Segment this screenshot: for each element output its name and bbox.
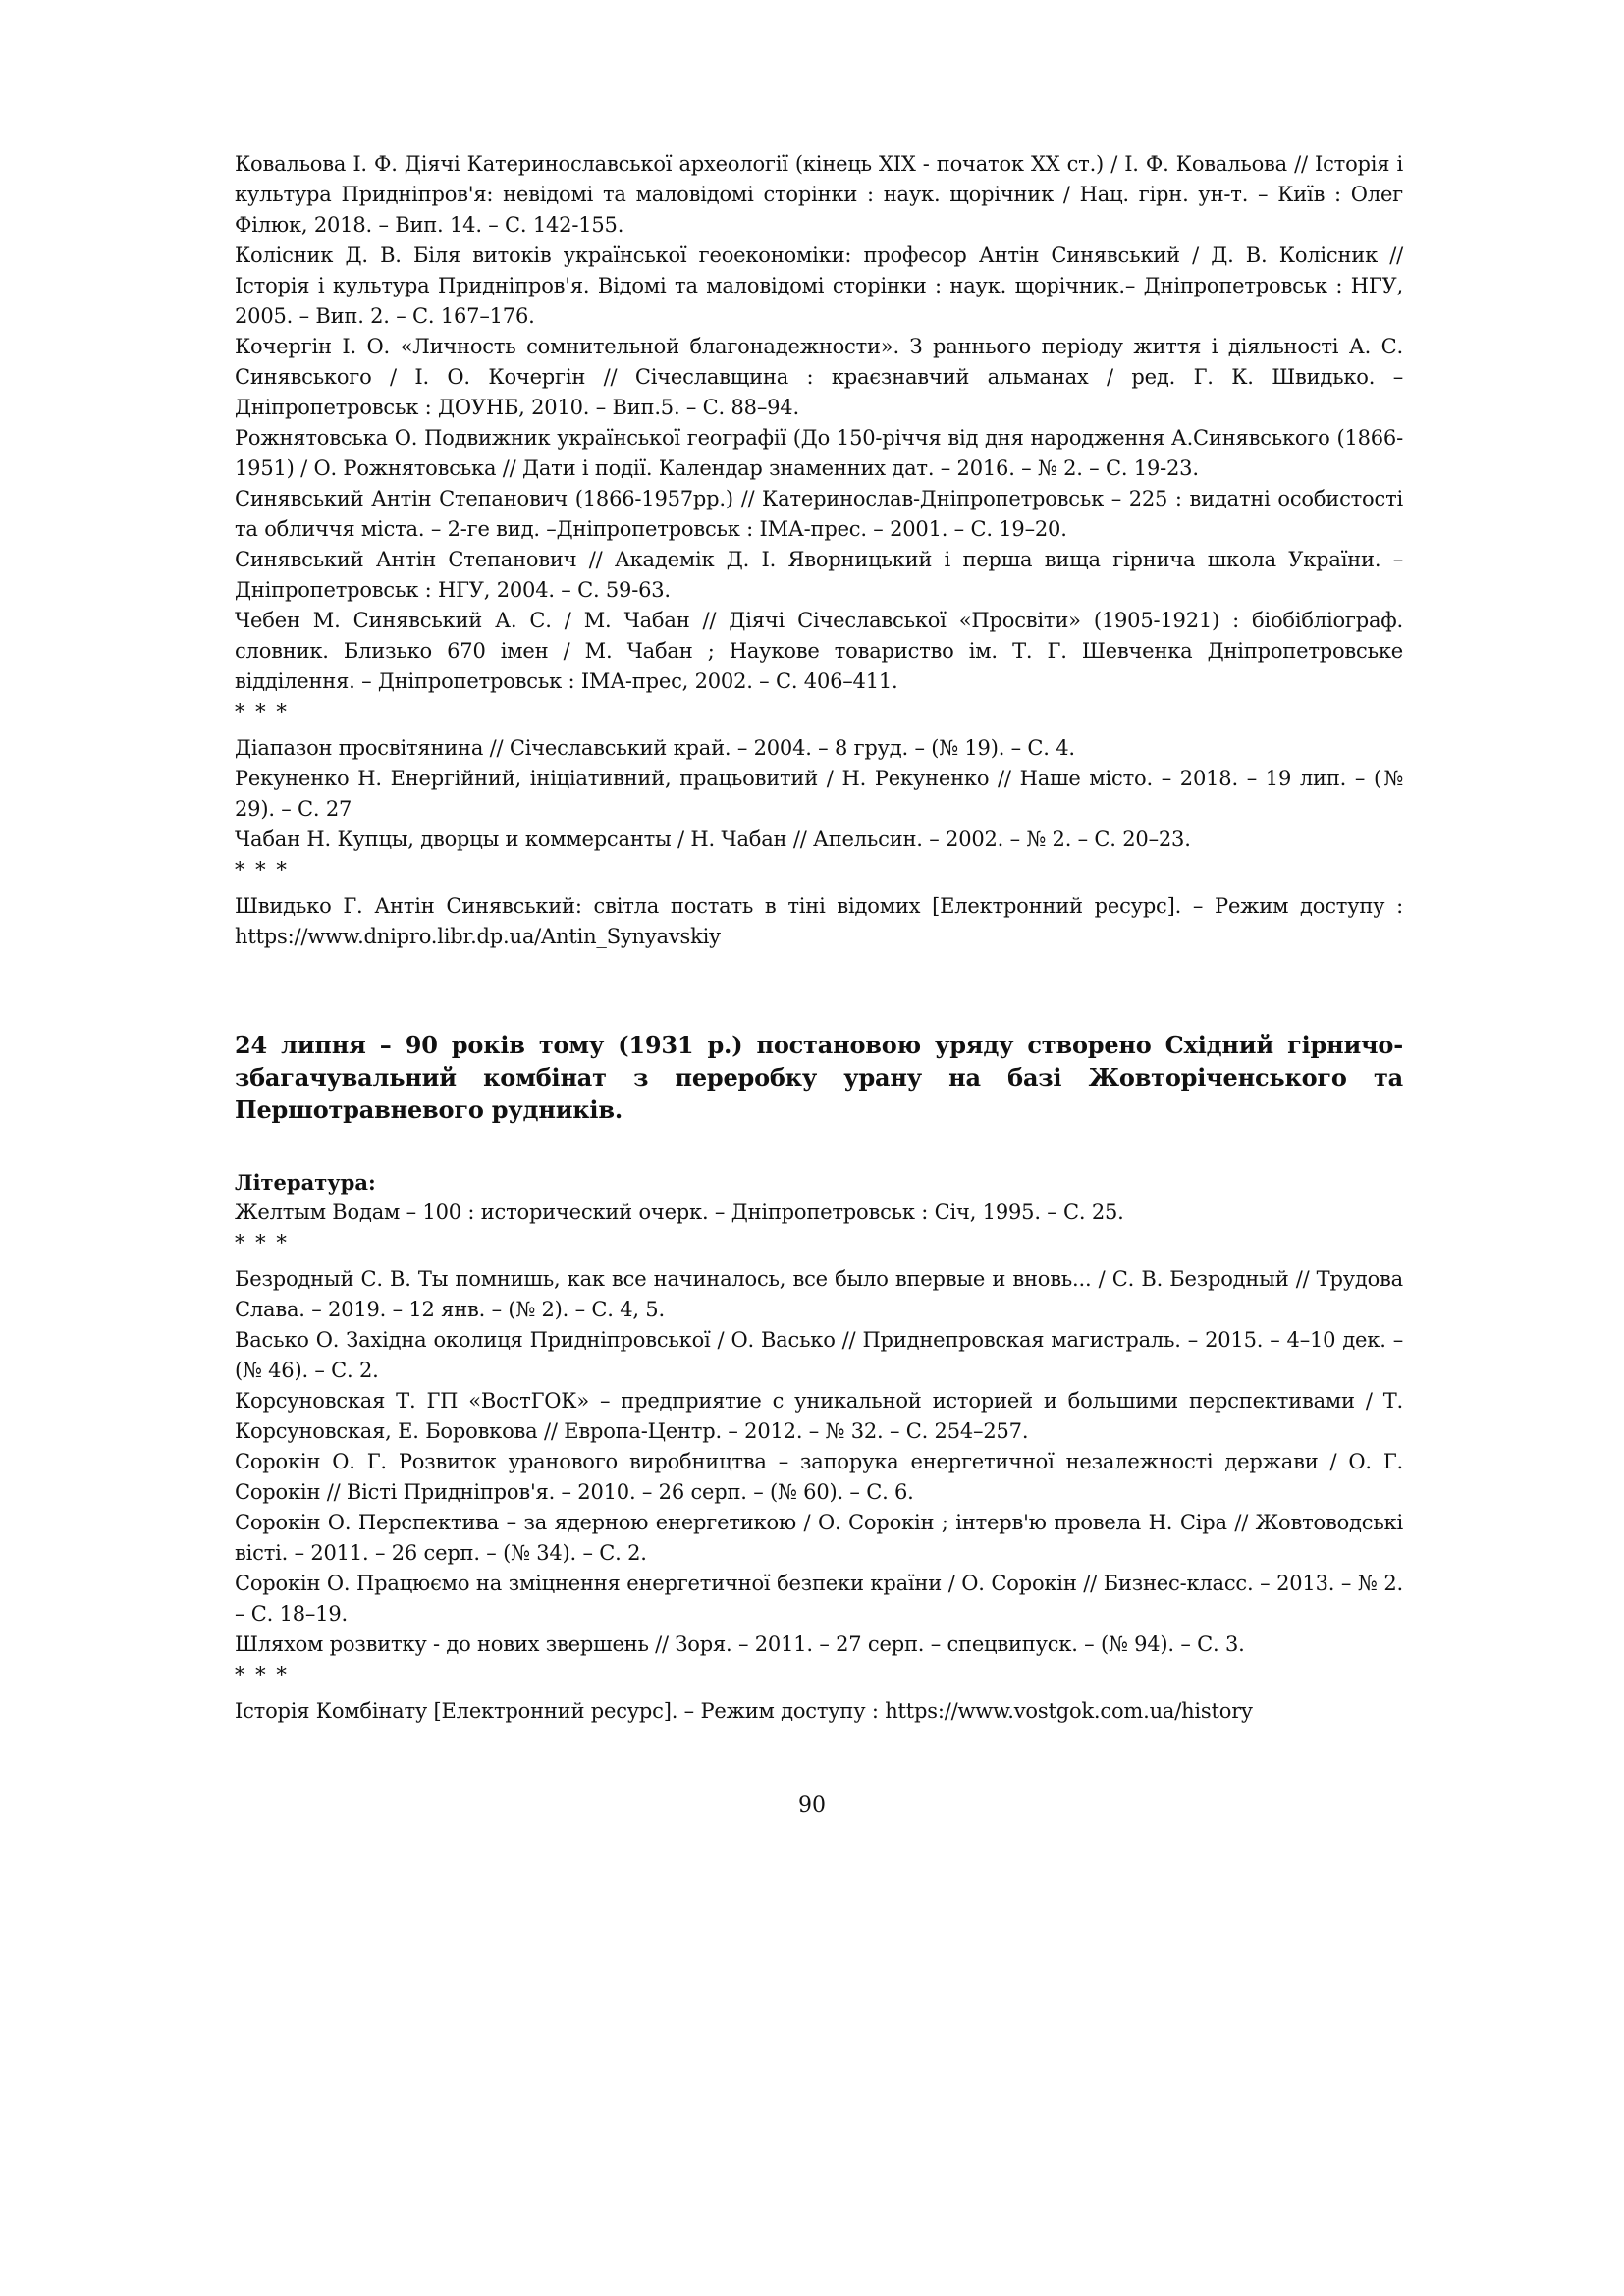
bibliography-group (235, 1198, 1403, 1228)
bibliography-group (235, 149, 1403, 697)
bibliography-entry: Рожнятовська О. Подвижник української географії (До 150-річчя від дня народження А.Синявського (1866-1951) / О. Рожнятовська // Дати і події. Календар знаменних дат. – 2016. – № 2. – С. 19-23. (235, 426, 1403, 480)
bibliography-entry: Безродный С. В. Ты помнишь, как все начиналось, все было впервые и вновь... / С. В. Безродный // Трудова Слава. – 2019. – 12 янв. – (№ 2). – С. 4, 5. (235, 1267, 1403, 1321)
bibliography-entry: Сорокін О. Г. Розвиток уранового виробництва – запорука енергетичної незалежності держави / О. Г. Сорокін // Вісті Придніпров'я. – 2010. – 26 серп. – (№ 60). – С. 6. (235, 1450, 1403, 1504)
bibliography-entry: Рекуненко Н. Енергійний, ініціативний, працьовитий / Н. Рекуненко // Наше місто. – 2018. – 19 лип. – (№ 29). – С. 27 (235, 767, 1403, 821)
event-heading: 24 липня – 90 років тому (1931 р.) постановою уряду створено Східний гірничо-збагачувальний комбінат з переробку урану на базі Жовторіченського та Першотравневого рудників. (235, 1031, 1403, 1124)
bibliography-group (235, 733, 1403, 855)
bibliography-entry: Синявський Антін Степанович // Академік Д. І. Яворницький і перша вища гірнича школа України. – Дніпропетровськ : НГУ, 2004. – С. 59-63. (235, 548, 1403, 602)
literature-label: Література: (235, 1170, 376, 1195)
document-page (235, 149, 1403, 1727)
bibliography-entry: Чабан Н. Купцы, дворцы и коммерсанты / Н. Чабан // Апельсин. – 2002. – № 2. – С. 20–23. (235, 828, 1191, 851)
page-number: 90 (798, 1793, 826, 1818)
bibliography-section-2 (235, 1029, 1403, 1727)
bibliography-section-1 (235, 149, 1403, 952)
bibliography-entry: Сорокін О. Перспектива – за ядерною енергетикою / О. Сорокін ; інтерв'ю провела Н. Сіра // Жовтоводські вісті. – 2011. – 26 серп. – (№ 34). – С. 2. (235, 1511, 1403, 1565)
bibliography-entry: Корсуновская Т. ГП «ВостГОК» – предприятие с уникальной историей и большими перспективами / Т. Корсуновская, Е. Боровкова // Европа-Центр. – 2012. – № 32. – С. 254–257. (235, 1389, 1403, 1443)
bibliography-entry: Сорокін О. Працюємо на зміцнення енергетичної безпеки країни / О. Сорокін // Бизнес-класс. – 2013. – № 2. – С. 18–19. (235, 1572, 1403, 1626)
bibliography-entry: Діапазон просвітянина // Січеславський край. – 2004. – 8 груд. – (№ 19). – С. 4. (235, 736, 1075, 760)
bibliography-entry: Історія Комбінату [Електронний ресурс]. – Режим доступу : https://www.vostgok.com.ua/history (235, 1699, 1253, 1723)
bibliography-entry: Шляхом розвитку - до нових звершень // Зоря. – 2011. – 27 серп. – спецвипуск. – (№ 94). – С. 3. (235, 1632, 1245, 1656)
bibliography-entry: Синявський Антін Степанович (1866-1957рр.) // Катеринослав-Дніпропетровськ – 225 : видатні особистості та обличчя міста. – 2-ге вид. –Дніпропетровськ : ІМА-прес. – 2001. – С. 19–20. (235, 487, 1403, 541)
bibliography-entry: Швидько Г. Антін Синявський: світла постать в тіні відомих [Електронний ресурс]. – Режим доступу : https://www.dnipro.libr.dp.ua/Antin_Synyavskiy (235, 894, 1403, 948)
bibliography-entry: Ковальова І. Ф. Діячі Катеринославської археології (кінець ХІХ - початок ХХ ст.) / І. Ф. Ковальова // Історія і культура Придніпров'я: невідомі та маловідомі сторінки : наук. щорічник / Нац. гірн. ун-т. – Київ : Олег Філюк, 2018. – Вип. 14. – С. 142-155. (235, 152, 1403, 237)
section-separator: * * * (235, 1663, 289, 1686)
bibliography-group (235, 1696, 1403, 1727)
section-separator: * * * (235, 1231, 289, 1255)
bibliography-entry: Васько О. Західна околиця Придніпровської / О. Васько // Приднепровская магистраль. – 2015. – 4–10 дек. – (№ 46). – С. 2. (235, 1328, 1403, 1382)
section-separator: * * * (235, 858, 289, 881)
bibliography-group (235, 1264, 1403, 1660)
bibliography-entry: Желтым Водам – 100 : исторический очерк. – Дніпропетровськ : Січ, 1995. – С. 25. (235, 1201, 1124, 1224)
bibliography-entry: Чебен М. Синявський А. С. / М. Чабан // Діячі Січеславської «Просвіти» (1905-1921) : біобібліограф. словник. Близько 670 імен / М. Чабан ; Наукове товариство ім. Т. Г. Шевченка Дніпропетровське відділення. – Дніпропетровськ : ІМА-прес, 2002. – С. 406–411. (235, 609, 1403, 693)
bibliography-entry: Кочергін І. О. «Личность сомнительной благонадежности». З раннього періоду життя і діяльності А. С. Синявського / І. О. Кочергін // Січеславщина : краєзнавчий альманах / ред. Г. К. Швидько. – Дніпропетровськ : ДОУНБ, 2010. – Вип.5. – С. 88–94. (235, 335, 1403, 419)
bibliography-entry: Колісник Д. В. Біля витоків української геоекономіки: професор Антін Синявський / Д. В. Колісник // Історія і культура Придніпров'я. Відомі та маловідомі сторінки : наук. щорічник.– Дніпропетровськ : НГУ, 2005. – Вип. 2. – С. 167–176. (235, 243, 1403, 328)
bibliography-group (235, 891, 1403, 952)
section-separator: * * * (235, 700, 289, 723)
